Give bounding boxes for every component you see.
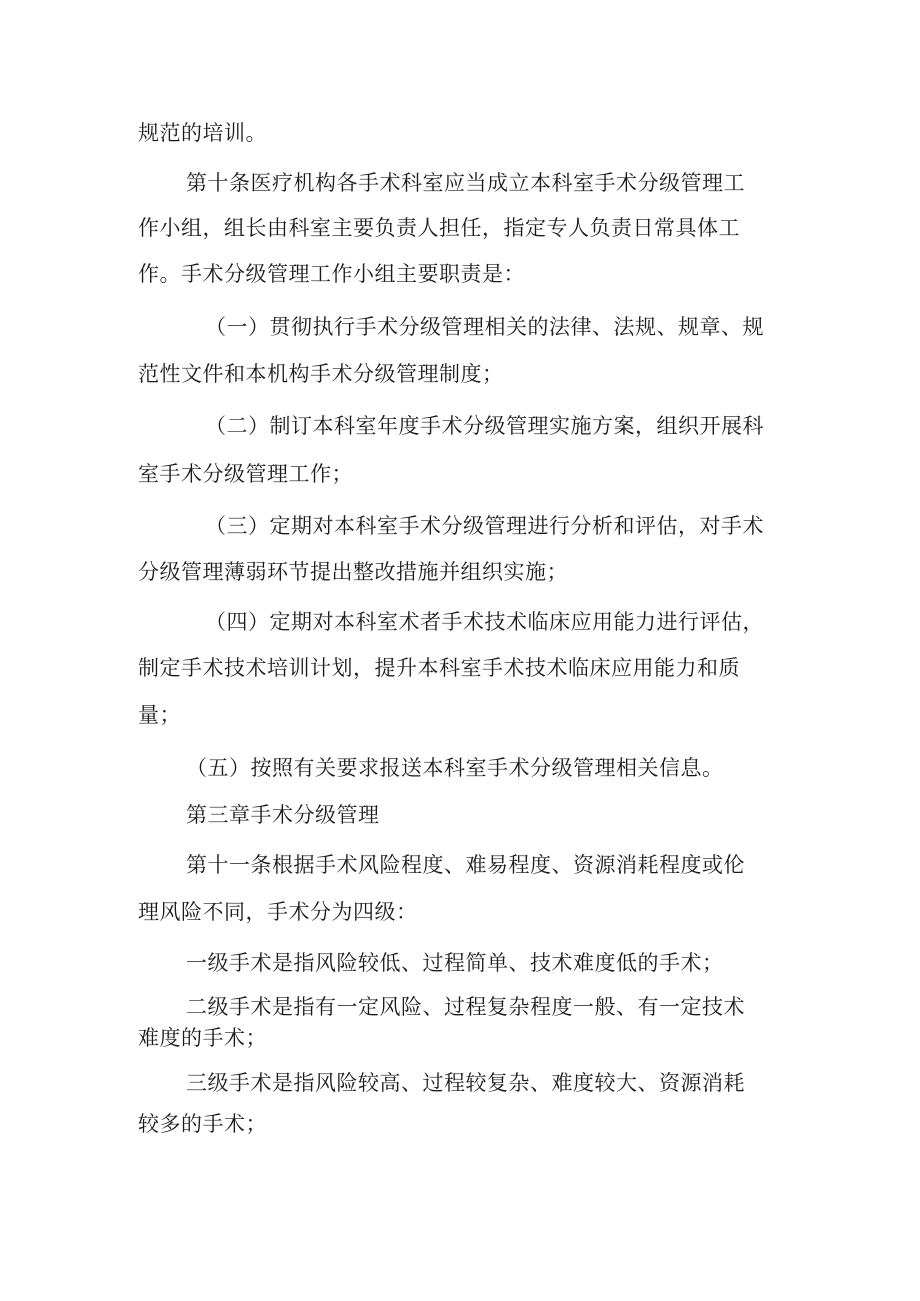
text-line: 分级管理薄弱环节提出整改措施并组织实施；	[138, 560, 568, 584]
section-heading: 第三章手术分级管理	[186, 803, 380, 827]
text-line: （五）按照有关要求报送本科室手术分级管理相关信息。	[186, 756, 724, 780]
text-line: （三）定期对本科室手术分级管理进行分析和评估，对手术	[205, 514, 764, 538]
text-line: 范性文件和本机构手术分级管理制度；	[138, 362, 504, 386]
text-line: 难度的手术；	[138, 1026, 267, 1050]
text-line: 第十一条根据手术风险程度、难易程度、资源消耗程度或伦	[186, 853, 745, 877]
text-line: 作。手术分级管理工作小组主要职责是：	[138, 262, 525, 286]
text-line: 规范的培训。	[138, 121, 267, 145]
text-line: 较多的手术；	[138, 1112, 267, 1136]
text-line: 理风险不同，手术分为四级：	[138, 900, 418, 924]
text-line: 量；	[138, 703, 181, 727]
text-line: 一级手术是指风险较低、过程简单、技术难度低的手术；	[186, 951, 724, 975]
text-line: （二）制订本科室年度手术分级管理实施方案，组织开展科	[205, 414, 764, 438]
text-line: （一）贯彻执行手术分级管理相关的法律、法规、规章、规	[205, 315, 764, 339]
text-line: 作小组，组长由科室主要负责人担任，指定专人负责日常具体工	[138, 216, 740, 240]
text-line: 二级手术是指有一定风险、过程复杂程度一般、有一定技术	[186, 995, 745, 1019]
text-line: 第十条医疗机构各手术科室应当成立本科室手术分级管理工	[186, 171, 745, 195]
text-line: 室手术分级管理工作；	[138, 462, 353, 486]
text-line: 制定手术技术培训计划，提升本科室手术技术临床应用能力和质	[138, 656, 740, 680]
text-line: （四）定期对本科室术者手术技术临床应用能力进行评估，	[205, 610, 764, 634]
text-line: 三级手术是指风险较高、过程较复杂、难度较大、资源消耗	[186, 1071, 745, 1095]
